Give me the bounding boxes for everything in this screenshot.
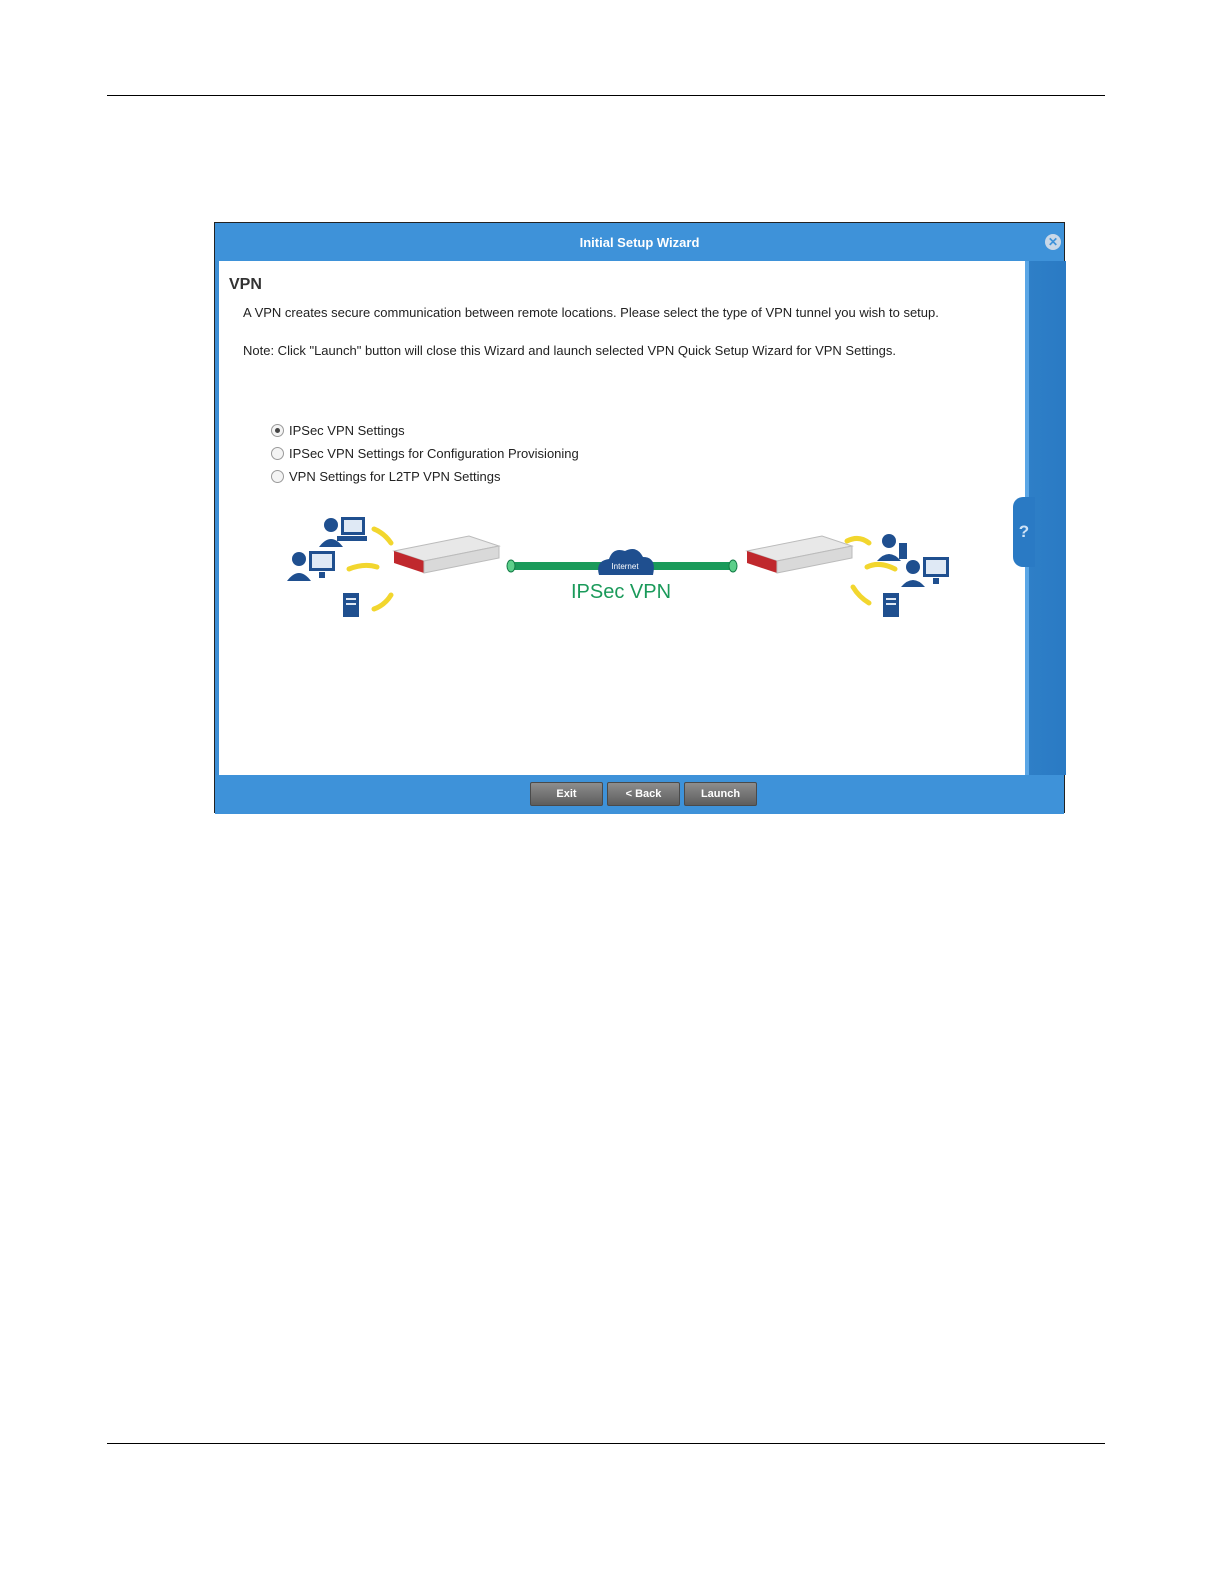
router-device-icon — [394, 536, 499, 573]
page-top-rule — [107, 95, 1105, 96]
section-heading: VPN — [229, 276, 262, 293]
user-phone-icon — [877, 534, 907, 561]
vpn-diagram — [279, 511, 969, 641]
tunnel-label: IPSec VPN — [570, 581, 672, 603]
option-label: IPSec VPN Settings for Configuration Provisioning — [289, 446, 579, 461]
server-icon — [343, 593, 359, 617]
wizard-title: Initial Setup Wizard — [579, 235, 700, 250]
radio-button[interactable] — [271, 447, 284, 460]
user-laptop-icon — [319, 517, 367, 547]
close-icon[interactable]: ✕ — [1045, 234, 1061, 250]
server-icon — [883, 593, 899, 617]
option-l2tp-vpn[interactable] — [271, 469, 500, 484]
setup-wizard-dialog — [214, 222, 1065, 813]
option-ipsec-provisioning[interactable] — [271, 446, 579, 461]
cloud-label: Internet — [611, 562, 639, 571]
option-label: VPN Settings for L2TP VPN Settings — [289, 469, 501, 484]
help-sidepanel — [1018, 261, 1066, 775]
launch-button[interactable]: Launch — [684, 782, 757, 806]
radio-button[interactable] — [271, 424, 284, 437]
option-label: IPSec VPN Settings — [289, 423, 405, 438]
description-text: A VPN creates secure communication between remote locations. Please select the type of VPN tunnel you wish to setup. — [243, 305, 939, 320]
wizard-content — [219, 261, 1025, 775]
router-device-icon — [747, 536, 852, 573]
user-desktop-icon — [901, 557, 949, 587]
wizard-titlebar — [215, 223, 1064, 261]
user-desktop-icon — [287, 551, 335, 581]
page-bottom-rule — [107, 1443, 1105, 1444]
option-ipsec-vpn[interactable] — [271, 423, 405, 438]
exit-button[interactable]: Exit — [530, 782, 603, 806]
help-icon[interactable]: ? — [1013, 497, 1035, 567]
radio-button[interactable] — [271, 470, 284, 483]
back-button[interactable]: < Back — [607, 782, 680, 806]
wizard-footer — [215, 775, 1064, 814]
note-text: Note: Click "Launch" button will close this Wizard and launch selected VPN Quick Setup Wizard for VPN Settings. — [243, 343, 897, 358]
